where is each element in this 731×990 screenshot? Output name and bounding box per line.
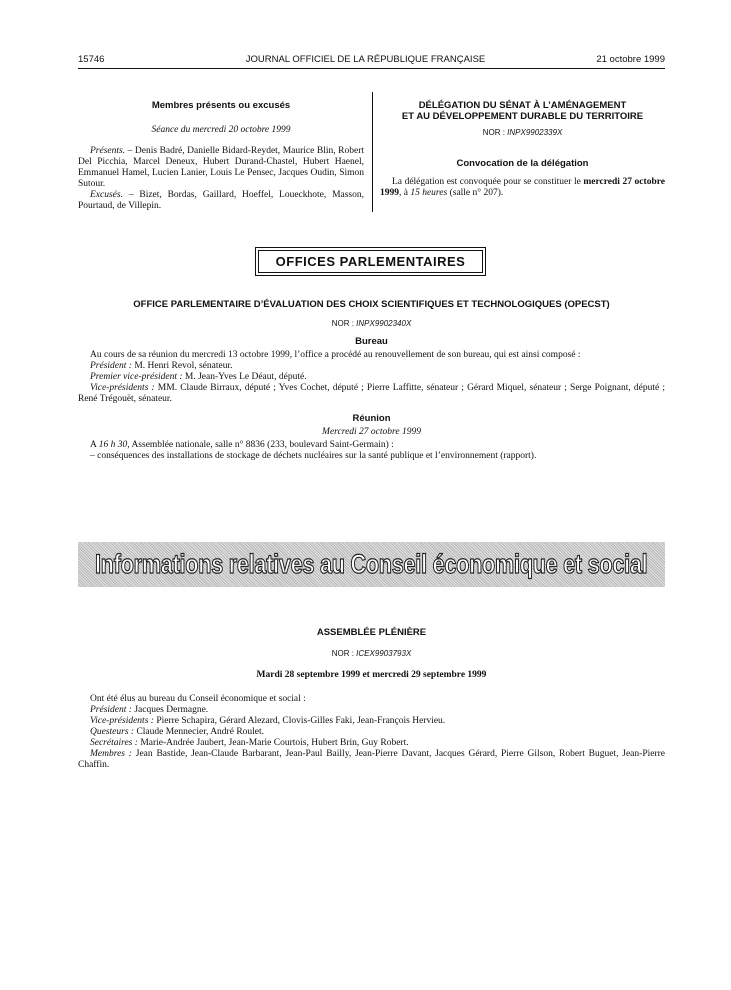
ces-banner — [78, 542, 665, 587]
presents-label: Présents. — [90, 146, 126, 156]
excuses-text: – Bizet, Bordas, Gaillard, Hoeffel, Loueckhote, Masson, Pourtaud, de Villepin. — [78, 190, 364, 211]
ces-secretaires — [78, 738, 665, 749]
reunion-location — [78, 440, 665, 451]
reunion-title: Réunion — [352, 413, 391, 424]
questeurs-text: Claude Mennecier, André Roulet. — [134, 727, 265, 737]
premier-vp-label: Premier vice-président : — [90, 372, 183, 382]
left-column — [78, 100, 364, 212]
bureau-intro: Au cours de sa réunion du mercredi 13 octobre 1999, l’office a procédé au renouvellement de son bureau, qui est ainsi composé : — [90, 350, 581, 360]
secretaires-text: Marie-Andrée Jaubert, Jean-Marie Courtois, Hubert Brin, Guy Robert. — [137, 738, 409, 748]
president-label: Président : — [90, 361, 132, 371]
questeurs-label: Questeurs : — [90, 727, 135, 737]
nor-code: INPX9902340X — [356, 319, 412, 328]
presents-paragraph — [78, 146, 364, 190]
offices-parlementaires-box: OFFICES PARLEMENTAIRES — [258, 250, 483, 273]
ces-president — [78, 705, 665, 716]
reunion-b: , Assemblée nationale, salle n° 8836 (233, boulevard Saint-Germain) : — [127, 440, 394, 450]
reunion-date: Mercredi 27 octobre 1999 — [322, 427, 421, 437]
bureau-title: Bureau — [355, 336, 388, 347]
ces-section — [78, 627, 665, 771]
convocation-text-c: , à — [399, 188, 411, 198]
secretaires-label: Secrétaires : — [90, 738, 138, 748]
president-text: M. Henri Revol, sénateur. — [131, 361, 233, 371]
members-title: Membres présents ou excusés — [151, 100, 291, 111]
delegation-title-line2: ET AU DÉVELOPPEMENT DURABLE DU TERRITOIRE — [401, 111, 644, 122]
membres-text: Jean Bastide, Jean-Claude Barbarant, Jean-Paul Bailly, Jean-Pierre Davant, Jacques Gérard, Pierre Gilson, Robert Buguet, Jean-Pierre Chaffin. — [78, 749, 665, 770]
header-date: 21 octobre 1999 — [596, 54, 665, 65]
president-text: Jacques Dermagne. — [131, 705, 209, 715]
reunion-time: 16 h 30 — [98, 440, 128, 450]
nor-label: NOR : — [482, 128, 508, 137]
bureau-president — [78, 361, 665, 372]
ces-vice-presidents — [78, 716, 665, 727]
session-date: Séance du mercredi 20 octobre 1999 — [151, 125, 291, 135]
right-column — [380, 100, 665, 199]
vp-text: Pierre Schapira, Gérard Alezard, Clovis-Gilles Faki, Jean-François Hervieu. — [153, 716, 446, 726]
ces-dates: Mardi 28 septembre 1999 et mercredi 29 septembre 1999 — [256, 670, 487, 680]
convocation-title: Convocation de la délégation — [456, 158, 589, 169]
convocation-text — [380, 177, 665, 199]
excuses-label: Excusés. — [90, 190, 123, 200]
opecst-title: OFFICE PARLEMENTAIRE D’ÉVALUATION DES CHOIX SCIENTIFIQUES ET TECHNOLOGIQUES (OPECST) — [133, 299, 610, 310]
president-label: Président : — [90, 705, 132, 715]
column-divider — [372, 92, 373, 212]
ces-nor — [78, 649, 665, 658]
bureau-premier-vp — [78, 372, 665, 383]
vp-label: Vice-présidents : — [90, 383, 155, 393]
opecst-nor — [78, 319, 665, 328]
reunion-a: A — [90, 440, 99, 450]
convocation-text-a: La délégation est convoquée pour se constituer le — [392, 177, 584, 187]
vp-label: Vice-présidents : — [90, 716, 154, 726]
opecst-section — [78, 299, 665, 462]
nor-code: ICEX9903793X — [356, 649, 412, 658]
assemblee-pleniere-title: ASSEMBLÉE PLÉNIÈRE — [316, 627, 427, 638]
delegation-title-line1: DÉLÉGATION DU SÉNAT À L’AMÉNAGEMENT — [418, 100, 627, 111]
convocation-time: 15 heures — [410, 188, 448, 198]
bureau-vice-presidents — [78, 383, 665, 405]
ces-membres — [78, 749, 665, 771]
nor-label: NOR : — [331, 319, 357, 328]
reunion-item: – conséquences des installations de stockage de déchets nucléaires sur la santé publique et l’environnement (rapport). — [90, 451, 537, 461]
nor-label: NOR : — [331, 649, 357, 658]
premier-vp-text: M. Jean-Yves Le Déaut, député. — [182, 372, 307, 382]
delegation-nor — [380, 128, 665, 137]
convocation-room: (salle n° 207). — [447, 188, 504, 198]
ces-questeurs — [78, 727, 665, 738]
vp-text: MM. Claude Birraux, député ; Yves Cochet, député ; Pierre Laffitte, sénateur ; Gérard Miquel, sénateur ; Serge Poignant, député ; René Trégouët, sénateur. — [78, 383, 665, 404]
nor-code: INPX9902339X — [507, 128, 563, 137]
ces-intro: Ont été élus au bureau du Conseil économique et social : — [90, 694, 306, 704]
excuses-paragraph — [78, 190, 364, 212]
page-number: 15746 — [78, 54, 105, 65]
ces-banner-text: Informations relatives au Conseil économique et social — [95, 549, 648, 579]
convocation-date: mercredi 27 octobre 1999 — [380, 177, 665, 198]
presents-text: – Denis Badré, Danielle Bidard-Reydet, Maurice Blin, Robert Del Picchia, Marcel Deneux, Hubert Durand-Chastel, Hubert Haenel, Emmanuel Hamel, Lucien Lanier, Louis Le Pensec, Jacques Oudin, Simon Sutour. — [78, 146, 364, 189]
delegation-title — [380, 100, 665, 122]
membres-label: Membres : — [90, 749, 132, 759]
header-rule — [78, 68, 665, 69]
journal-title: JOURNAL OFFICIEL DE LA RÉPUBLIQUE FRANÇAISE — [245, 54, 486, 65]
